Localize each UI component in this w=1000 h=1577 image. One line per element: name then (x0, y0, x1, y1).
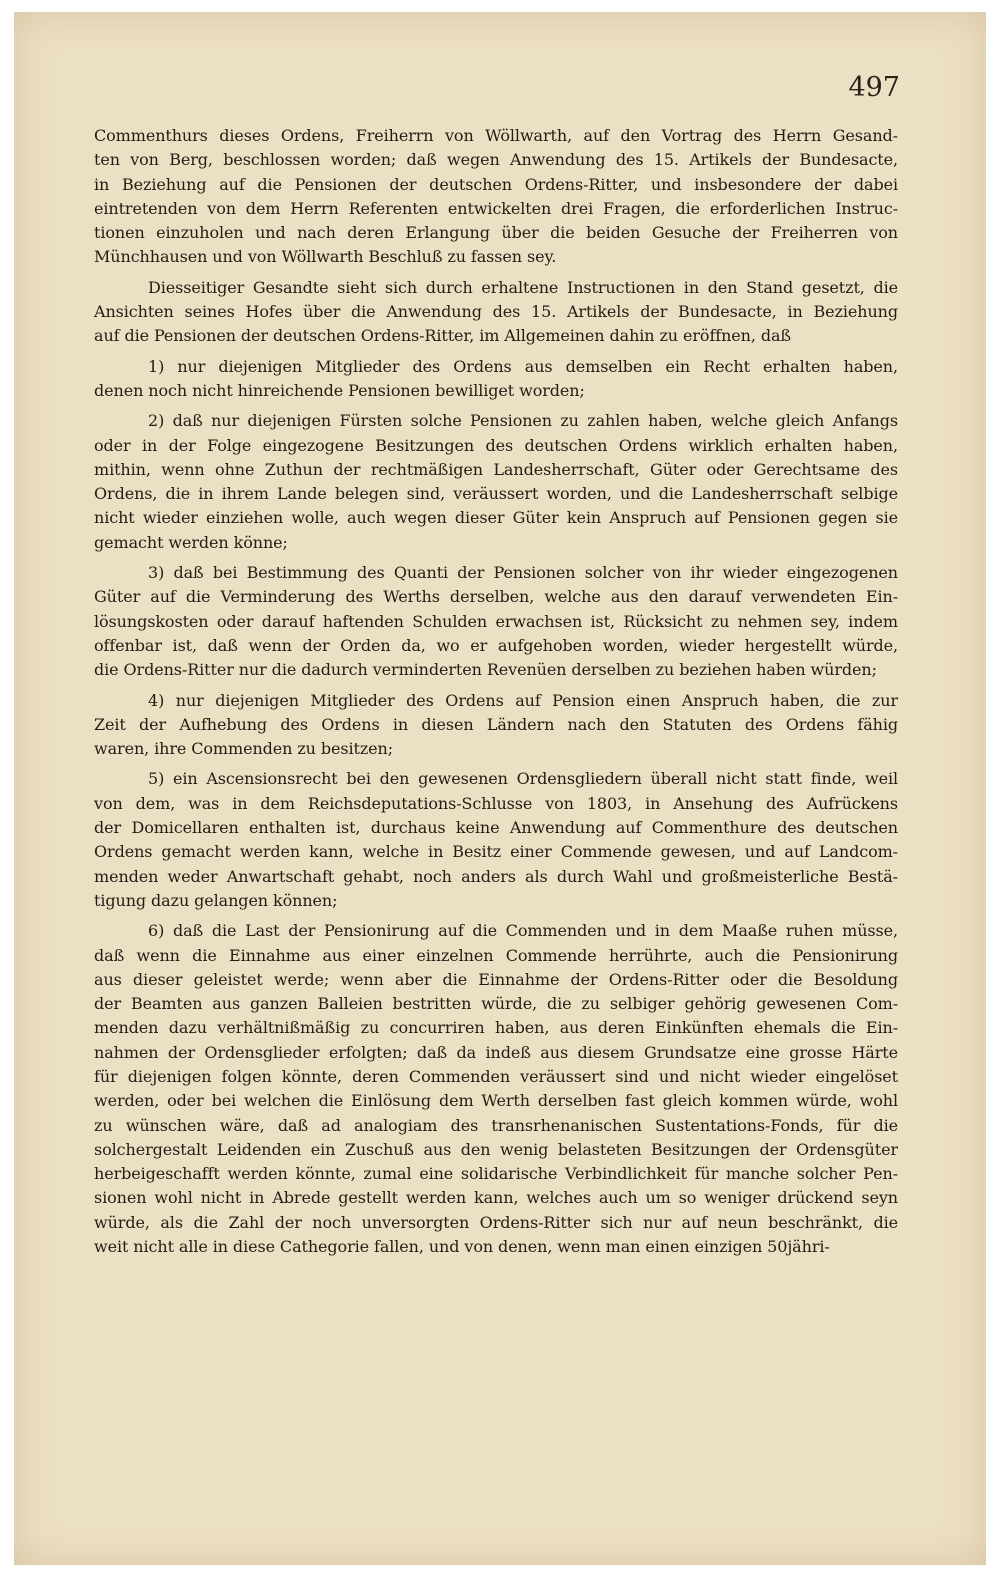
text-line: menden weder Anwartschaft gehabt, noch anders als durch Wahl und großmeisterliche Bestä- (94, 866, 898, 886)
paragraph (94, 767, 898, 913)
text-line: sionen wohl nicht in Abrede gestellt werden kann, welches auch um so weniger drückend seyn (94, 1188, 898, 1208)
text-line: 4) nur diejenigen Mitglieder des Ordens auf Pension einen Anspruch haben, die zur (148, 690, 898, 710)
text-line: nahmen der Ordensglieder erfolgten; daß da indeß aus diesem Grundsatze eine grosse Härte (94, 1042, 898, 1062)
text-line: würde, als die Zahl der noch unversorgten Ordens-Ritter sich nur auf neun beschränkt, die (94, 1212, 898, 1232)
text-line: lösungskosten oder darauf haftenden Schulden erwachsen ist, Rücksicht zu nehmen sey, indem (94, 611, 898, 631)
text-line: aus dieser geleistet werde; wenn aber die Einnahme der Ordens-Ritter oder die Besoldung (94, 969, 898, 989)
text-line: Zeit der Aufhebung des Ordens in diesen Ländern nach den Statuten des Ordens fähig (94, 714, 898, 734)
text-line: solchergestalt Leidenden ein Zuschuß aus den wenig belasteten Besitzungen der Ordensgüter (94, 1139, 898, 1159)
text-line: Güter auf die Verminderung des Werths derselben, welche aus den darauf verwendeten Ein- (94, 587, 898, 607)
text-line: Münchhausen und von Wöllwarth Beschluß zu fassen sey. (94, 247, 557, 267)
text-line: daß wenn die Einnahme aus einer einzelnen Commende herrührte, auch die Pensionirung (94, 945, 898, 965)
text-line: die Ordens-Ritter nur die dadurch verminderten Revenüen derselben zu beziehen haben würden; (94, 660, 877, 680)
text-line: mithin, wenn ohne Zuthun der rechtmäßigen Landesherrschaft, Güter oder Gerechtsame des (94, 459, 898, 479)
text-line: werden, oder bei welchen die Einlösung dem Werth derselben fast gleich kommen würde, wohl (94, 1091, 898, 1111)
text-line: offenbar ist, daß wenn der Orden da, wo er aufgehoben worden, wieder hergestellt würde, (94, 635, 898, 655)
text-line: Commenthurs dieses Ordens, Freiherrn von Wöllwarth, auf den Vortrag des Herrn Gesand- (94, 126, 898, 145)
text-line: der Beamten aus ganzen Balleien bestritten würde, die zu selbiger gehörig gewesenen Com- (94, 994, 898, 1014)
paragraph (94, 919, 898, 1259)
text-line: von dem, was in dem Reichsdeputations-Schlusse von 1803, in Ansehung des Aufrückens (94, 793, 898, 813)
paragraph (94, 409, 898, 555)
text-line: Ordens gemacht werden kann, welche in Besitz einer Commende gewesen, und auf Landcom- (94, 842, 898, 862)
text-line: für diejenigen folgen könnte, deren Commenden veräussert sind und nicht wieder eingelöset (94, 1066, 898, 1086)
text-line: in Beziehung auf die Pensionen der deutschen Ordens-Ritter, und insbesondere der dabei (94, 174, 898, 194)
page-number: 497 (848, 72, 900, 103)
text-line: menden dazu verhältnißmäßig zu concurriren haben, aus deren Einkünften ehemals die Ein- (94, 1018, 898, 1038)
text-line: Ansichten seines Hofes über die Anwendung des 15. Artikels der Bundesacte, in Beziehung (94, 302, 898, 322)
paragraph (94, 561, 898, 682)
text-line: gemacht werden könne; (94, 532, 288, 552)
text-line: auf die Pensionen der deutschen Ordens-Ritter, im Allgemeinen dahin zu eröffnen, daß (94, 326, 792, 346)
text-line: Diesseitiger Gesandte sieht sich durch erhaltene Instructionen in den Stand gesetzt, die (148, 277, 898, 297)
text-line: der Domicellaren enthalten ist, durchaus keine Anwendung auf Commenthure des deutschen (94, 818, 898, 838)
paragraph (94, 355, 898, 404)
text-line: 2) daß nur diejenigen Fürsten solche Pensionen zu zahlen haben, welche gleich Anfangs (148, 411, 898, 431)
text-line: Ordens, die in ihrem Lande belegen sind, veräussert worden, und die Landesherrschaft selbige (94, 484, 898, 504)
text-line: tionen einzuholen und nach deren Erlangung über die beiden Gesuche der Freiherren von (94, 223, 898, 243)
paragraph (94, 689, 898, 762)
text-line: 1) nur diejenigen Mitglieder des Ordens aus demselben ein Recht erhalten haben, (148, 356, 898, 376)
text-line: oder in der Folge eingezogene Besitzungen des deutschen Ordens wirklich erhalten haben, (94, 435, 898, 455)
text-line: herbeigeschafft werden könnte, zumal eine solidarische Verbindlichkeit für manche solcher Pen- (94, 1164, 898, 1184)
text-line: ten von Berg, beschlossen worden; daß wegen Anwendung des 15. Artikels der Bundesacte, (94, 150, 898, 170)
text-line: nicht wieder einziehen wolle, auch wegen dieser Güter kein Anspruch auf Pensionen gegen sie (94, 508, 898, 528)
text-line: weit nicht alle in diese Cathegorie fallen, und von denen, wenn man einen einzigen 50jähri- (94, 1237, 830, 1257)
text-line: zu wünschen wäre, daß ad analogiam des transrhenanischen Sustentations-Fonds, für die (94, 1115, 898, 1135)
text-line: 6) daß die Last der Pensionirung auf die Commenden und in dem Maaße ruhen müsse, (148, 921, 898, 941)
text-line: 3) daß bei Bestimmung des Quanti der Pensionen solcher von ihr wieder eingezogenen (148, 563, 898, 583)
text-line: denen noch nicht hinreichende Pensionen bewilliget worden; (94, 380, 585, 400)
scanned-page (14, 12, 986, 1565)
text-line: waren, ihre Commenden zu besitzen; (94, 739, 394, 759)
text-line: eintretenden von dem Herrn Referenten entwickelten drei Fragen, die erforderlichen Instruc- (94, 198, 898, 218)
text-line: tigung dazu gelangen können; (94, 890, 338, 910)
paragraph (94, 276, 898, 349)
text-line: 5) ein Ascensionsrecht bei den gewesenen Ordensgliedern überall nicht statt finde, weil (148, 769, 898, 789)
body-text (94, 124, 898, 1265)
paragraph (94, 124, 898, 270)
